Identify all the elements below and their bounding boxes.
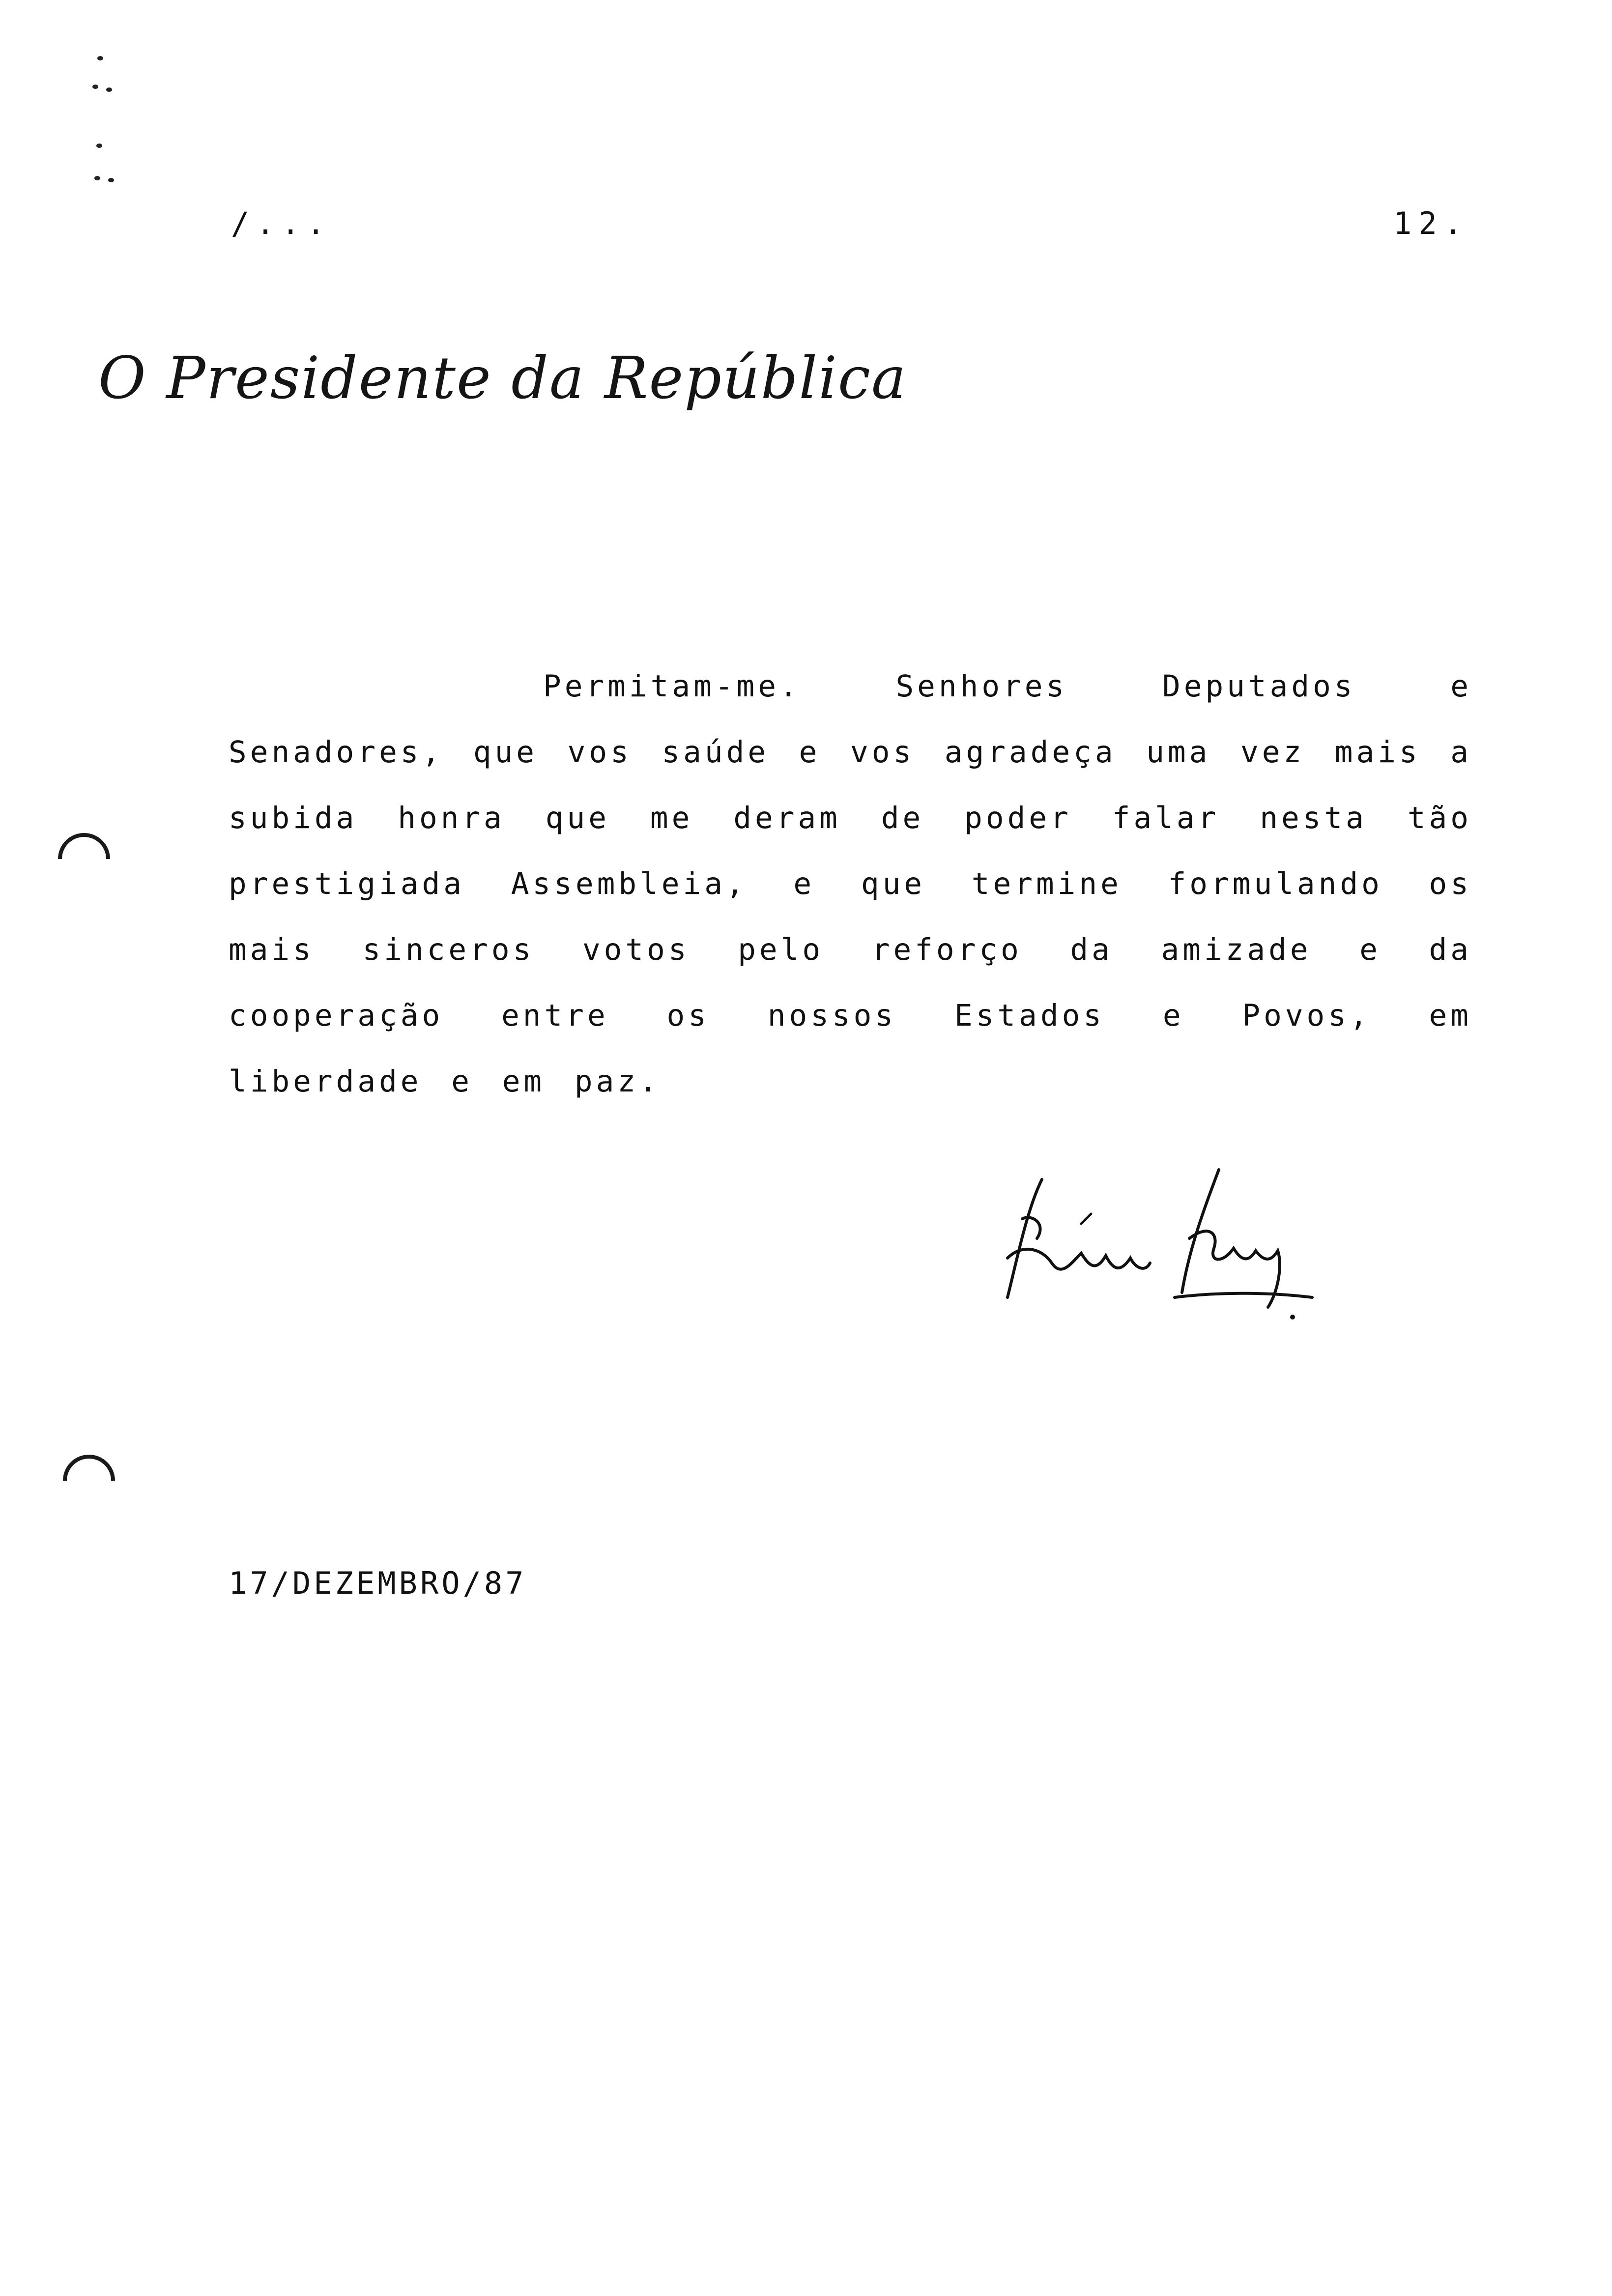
- punch-hole-mark: [52, 1444, 126, 1518]
- continuation-marker: /...: [231, 205, 332, 241]
- letterhead-title: O Presidente da República: [98, 344, 907, 412]
- document-date: 17/DEZEMBRO/87: [229, 1565, 527, 1601]
- body-paragraph: [229, 654, 1472, 1115]
- punch-hole-mark: [47, 822, 121, 896]
- signature-icon: [988, 1150, 1332, 1347]
- page-number: 12.: [1393, 205, 1469, 241]
- paragraph-text: Permitam-me. Senhores Deputados e Senadores, que vos saúde e vos agradeça uma vez mais a subida honra que me deram de poder falar nesta tão prestigiada Assembleia, e que termine formulando os mais sinceros votos pelo reforço da amizade e da cooperação entre os nossos Estados e Povos, em liberdade e em paz.: [229, 669, 1472, 1099]
